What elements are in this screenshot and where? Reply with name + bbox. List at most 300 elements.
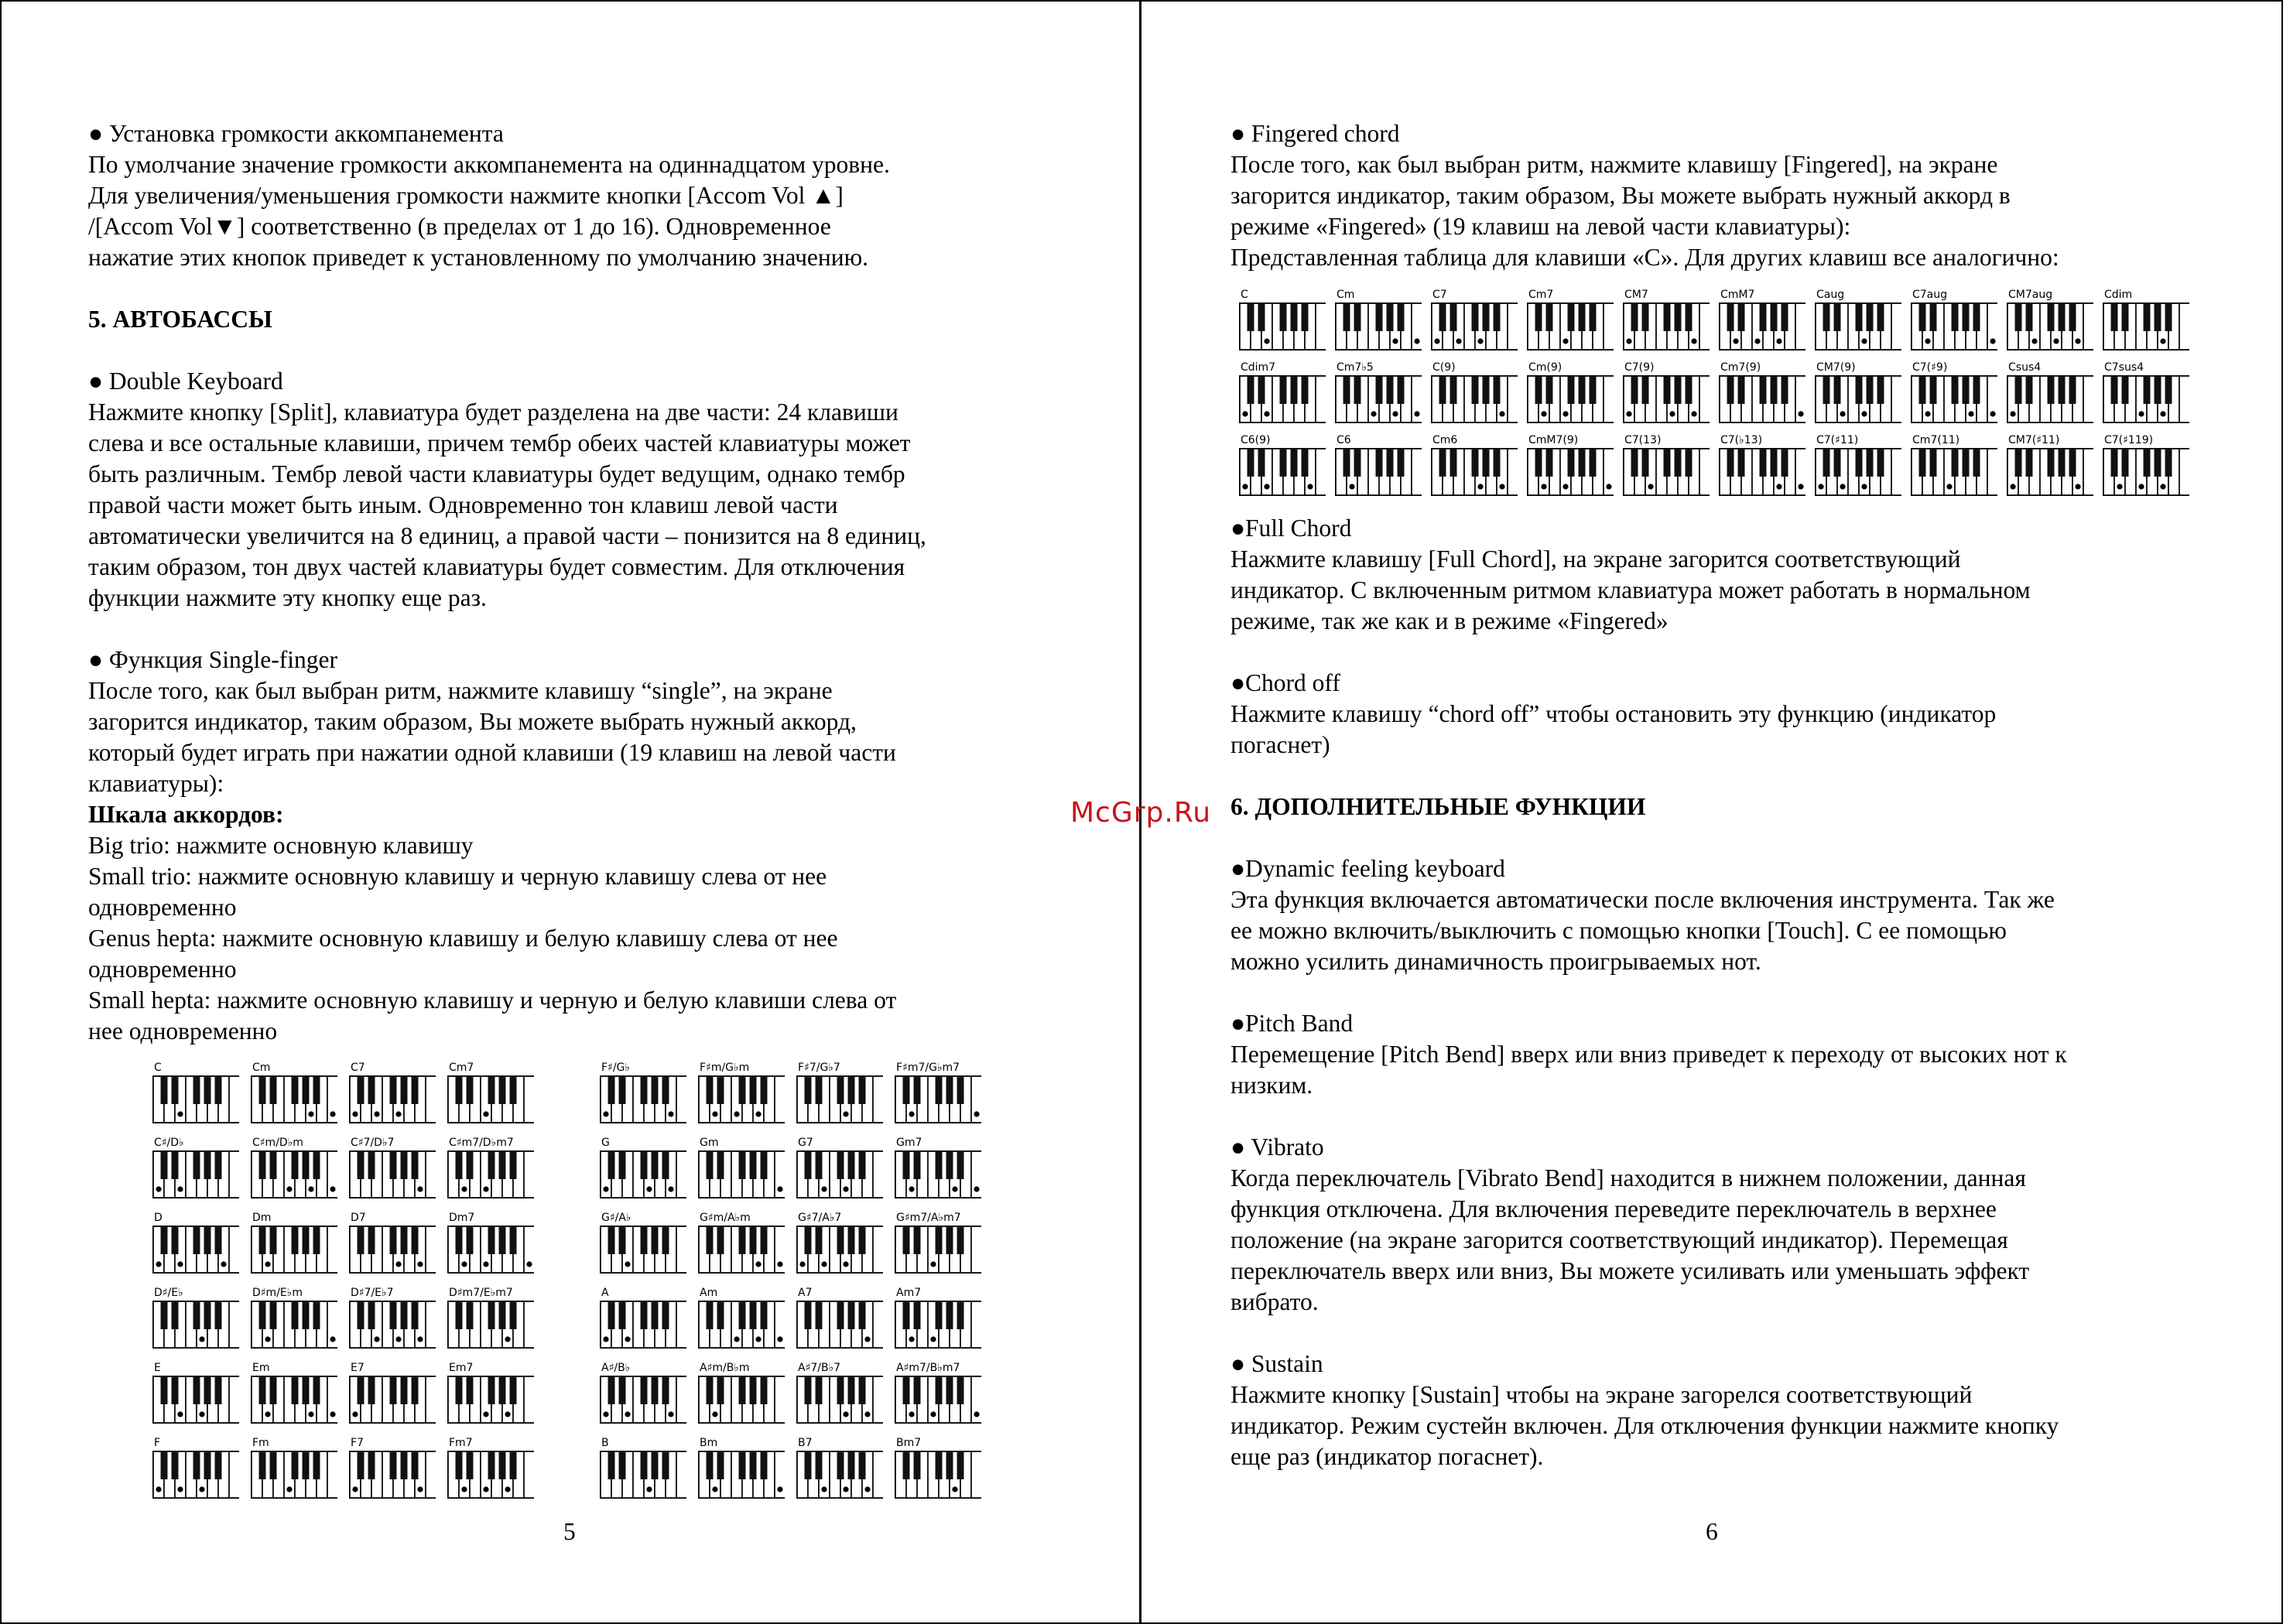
black-key [837,1376,844,1404]
pressed-key-dot [2138,484,2144,489]
chord-diagram [796,1137,886,1208]
piano-keys-diagram [1623,303,1710,350]
black-key [641,1226,648,1254]
watermark: McGrp.Ru [1070,797,1212,829]
page-number-left: 5 [563,1518,576,1545]
black-key [848,1151,855,1179]
black-key [313,1376,320,1404]
black-key [652,1151,659,1179]
paragraph-line: одновременно [88,894,237,921]
white-key [1508,303,1518,350]
black-key [499,1376,506,1404]
black-key [2026,449,2033,477]
piano-keys-diagram [251,1226,337,1274]
paragraph-line: По умолчание значение громкости аккомпанемента на одиннадцатом уровне. [88,151,890,178]
black-key [608,1376,615,1404]
black-key [914,1451,921,1479]
black-key [412,1226,419,1254]
chord-diagram [1815,361,1905,432]
chord-name: C [154,1062,162,1074]
black-key [313,1451,320,1479]
pressed-key-dot [625,1261,630,1267]
black-key [1343,376,1350,404]
paragraph-line: Genus hepta: нажмите основную клавишу и белую клавишу слева от нее [88,925,838,952]
blank-line [88,614,1071,644]
black-key [608,1226,615,1254]
blank-line [1230,761,2237,791]
black-key [914,1076,921,1104]
paragraph-line: /[Accom Vol▼] соответственно (в пределах от 1 до 16). Одновременное [88,213,831,240]
black-key [292,1376,299,1404]
black-key [292,1451,299,1479]
black-key [1590,303,1597,331]
piano-keys-diagram [796,1376,883,1424]
chord-diagram [1719,434,1809,505]
black-key [1248,376,1254,404]
piano-keys-diagram [152,1451,239,1499]
chord-name: C♯7/D♭7 [351,1137,395,1149]
white-key [426,1376,436,1423]
chord-diagram [796,1362,886,1433]
black-key [946,1376,953,1404]
pressed-key-dot [1925,338,1930,344]
chord-diagram [698,1362,788,1433]
white-key [873,1301,883,1348]
black-key [936,1451,943,1479]
chord-name: CM7 [1624,289,1648,301]
chord-name: C♯/D♭ [154,1137,184,1149]
white-key [676,1451,686,1498]
piano-keys-diagram [796,1226,883,1274]
chord-diagram [2103,289,2192,360]
paragraph-line: Эта функция включается автоматически после включения инструмента. Так же [1230,886,2055,913]
piano-keys-diagram [600,1376,686,1424]
chord-name: A♯/B♭ [601,1362,631,1374]
black-key [837,1151,844,1179]
pressed-key-dot [1477,484,1483,489]
black-key [1291,449,1298,477]
paragraph-line: который будет играть при нажатии одной клавиши (19 клавиш на левой части [88,739,896,766]
pressed-key-dot [1990,338,1995,344]
piano-keys-diagram [1239,303,1326,350]
chord-diagram [796,1437,886,1508]
black-key [641,1376,648,1404]
pressed-key-dot [843,1261,848,1267]
chord-name: D [154,1212,163,1224]
black-key [739,1076,746,1104]
pressed-key-dot [177,1186,183,1192]
pressed-key-dot [199,1336,204,1342]
chord-name: C7 [1432,289,1447,301]
pressed-key-dot [374,1111,379,1116]
black-key [1877,376,1884,404]
black-key [1642,376,1649,404]
black-key [193,1076,200,1104]
chord-name: G7 [798,1137,813,1149]
black-key [2059,376,2066,404]
pressed-key-dot [952,1486,957,1492]
black-key [641,1451,648,1479]
black-key [1952,449,1959,477]
pressed-key-dot [777,1261,782,1267]
chord-diagram [1239,434,1329,505]
black-key [161,1451,168,1479]
paragraph-line: одновременно [88,956,237,983]
black-key [1686,376,1693,404]
black-key [1472,376,1479,404]
pressed-key-dot [843,1411,848,1417]
black-key [1727,303,1734,331]
pressed-key-dot [505,1411,510,1417]
black-key [1546,376,1553,404]
black-key [936,1151,943,1179]
pressed-key-dot [1798,484,1803,489]
pressed-key-dot [1434,338,1439,344]
chord-name: C6 [1337,434,1351,446]
bullet-heading: ●Chord off [1230,669,1340,696]
pressed-key-dot [330,1186,335,1192]
pressed-key-dot [755,1111,761,1116]
chord-diagram [251,1362,341,1433]
black-key [161,1301,168,1329]
chord-name: Cm [1337,289,1355,301]
white-key [524,1451,534,1498]
piano-keys-diagram [152,1301,239,1349]
piano-keys-diagram [698,1451,785,1499]
pressed-key-dot [1691,338,1696,344]
pressed-key-dot [483,1411,488,1417]
pressed-key-dot [668,1186,673,1192]
pressed-key-dot [1798,411,1803,416]
pressed-key-dot [461,1261,467,1267]
piano-keys-diagram [251,1150,337,1198]
black-key [2111,303,2118,331]
pressed-key-dot [1264,484,1269,489]
chord-diagram [447,1362,537,1433]
black-key [2015,449,2022,477]
pressed-key-dot [330,1411,335,1417]
paragraph-line: Нажмите кнопку [Split], клавиатура будет разделена на две части: 24 клавиши [88,398,898,426]
piano-keys-diagram [698,1226,785,1274]
black-key [390,1151,397,1179]
white-key [1604,303,1614,350]
white-key [1604,376,1614,422]
piano-keys-diagram [796,1150,883,1198]
black-key [662,1151,669,1179]
chord-diagram [895,1362,984,1433]
chord-diagram [698,1437,788,1508]
chord-name: A♯7/B♭7 [798,1362,841,1374]
chord-diagram [895,1062,984,1133]
black-key [215,1451,222,1479]
chord-diagram [349,1212,439,1283]
white-key [873,1376,883,1423]
black-key [193,1151,200,1179]
white-key [971,1451,981,1498]
black-key [1387,449,1394,477]
black-key [412,1301,419,1329]
black-key [662,1301,669,1329]
pressed-key-dot [156,1186,161,1192]
black-key [270,1376,277,1404]
piano-keys-diagram [895,1150,981,1198]
pressed-key-dot [1606,484,1611,489]
chord-name: G♯m7/A♭m7 [896,1212,961,1224]
pressed-key-dot [505,1486,510,1492]
black-key [1354,449,1361,477]
section-heading: 6. ДОПОЛНИТЕЛЬНЫЕ ФУНКЦИИ [1230,793,1646,820]
black-key [1450,303,1457,331]
white-key [426,1076,436,1123]
black-key [1535,376,1542,404]
piano-keys-diagram [600,1301,686,1349]
black-key [816,1376,823,1404]
paragraph-line: Когда переключатель [Vibrato Bend] находится в нижнем положении, данная [1230,1164,2026,1192]
piano-keys-diagram [698,1376,785,1424]
white-key [327,1226,337,1273]
black-key [510,1451,517,1479]
black-key [270,1451,277,1479]
piano-keys-diagram [796,1301,883,1349]
black-key [499,1451,506,1479]
black-key [467,1076,474,1104]
chord-name: D♯/E♭ [154,1287,183,1299]
piano-keys-diagram [349,1226,436,1274]
pressed-key-dot [668,1111,673,1116]
pressed-key-dot [461,1186,467,1192]
pressed-key-dot [821,1261,827,1267]
black-key [2048,303,2055,331]
piano-keys-diagram [1623,448,1710,496]
chord-name: Cm7(11) [1912,434,1960,446]
paragraph-line: загорится индикатор, таким образом, Вы можете выбрать нужный аккорд в [1230,182,2011,209]
pressed-key-dot [177,1111,183,1116]
black-key [837,1076,844,1104]
chord-diagram [152,1062,242,1133]
pressed-key-dot [2117,484,2122,489]
piano-keys-diagram [2007,303,2093,350]
black-key [1439,376,1446,404]
piano-keys-diagram [349,1150,436,1198]
black-key [717,1151,724,1179]
black-key [2144,449,2151,477]
piano-keys-diagram [447,1150,534,1198]
pressed-key-dot [909,1411,914,1417]
black-key [467,1151,474,1179]
black-key [259,1076,266,1104]
white-key [873,1076,883,1123]
black-key [1771,376,1778,404]
black-key [1450,449,1457,477]
black-key [946,1151,953,1179]
pressed-key-dot [1861,411,1867,416]
pressed-key-dot [1776,338,1782,344]
chord-diagram [895,1137,984,1208]
pressed-key-dot [1626,411,1631,416]
chord-name: CmM7(9) [1528,434,1579,446]
black-key [2122,303,2129,331]
chord-diagram [600,1137,690,1208]
black-key [750,1151,757,1179]
black-key [1973,376,1980,404]
black-key [390,1451,397,1479]
pressed-key-dot [177,1261,183,1267]
black-key [456,1151,463,1179]
black-key [707,1076,714,1104]
piano-keys-diagram [1911,448,1997,496]
paragraph-line: Нажмите клавишу [Full Chord], на экране загорится соответствующий [1230,545,1961,573]
black-key [957,1076,964,1104]
pressed-key-dot [417,1486,423,1492]
black-key [358,1376,365,1404]
chord-diagram [2103,434,2192,505]
black-key [488,1226,495,1254]
chord-name: Fm7 [449,1437,473,1449]
piano-keys-diagram [447,1301,534,1349]
black-key [292,1151,299,1179]
paragraph-line: Шкала аккордов: [88,801,284,828]
black-key [1867,303,1874,331]
chord-diagram [152,1362,242,1433]
black-key [1782,376,1788,404]
black-key [1664,303,1671,331]
chord-diagram [895,1212,984,1283]
chord-diagram [600,1437,690,1508]
chord-diagram [1431,289,1521,360]
pressed-key-dot [1861,484,1867,489]
black-key [204,1226,211,1254]
black-key [488,1301,495,1329]
black-key [1834,376,1841,404]
chord-diagram [1911,434,2001,505]
black-key [1535,303,1542,331]
black-key [193,1376,200,1404]
bullet-heading: ● Функция Single-finger [88,646,337,673]
chord-diagram [1911,289,2001,360]
black-key [2144,303,2151,331]
black-key [739,1301,746,1329]
black-key [1919,376,1926,404]
black-key [1727,449,1734,477]
black-key [1258,303,1265,331]
black-key [270,1301,277,1329]
piano-keys-diagram [895,1301,981,1349]
chord-name: Cm [252,1062,271,1074]
pressed-key-dot [909,1111,914,1116]
piano-keys-diagram [251,1075,337,1123]
pressed-key-dot [864,1486,870,1492]
paragraph-line: переключатель вверх или вниз, Вы можете усиливать или уменьшать эффект [1230,1257,2030,1284]
page-number-right: 6 [1706,1518,1718,1545]
pressed-key-dot [1563,411,1568,416]
black-key [837,1301,844,1329]
piano-keys-diagram [895,1376,981,1424]
black-key [2069,449,2076,477]
pressed-key-dot [646,1486,652,1492]
chord-diagram [600,1212,690,1283]
paragraph-line: погаснет) [1230,731,1330,758]
black-key [957,1376,964,1404]
pressed-key-dot [2031,338,2037,344]
black-key [172,1226,179,1254]
paragraph-line: режиме, так же как и в режиме «Fingered» [1230,607,1669,634]
white-key [1508,376,1518,422]
chord-diagram [698,1212,788,1283]
pressed-key-dot [395,1111,401,1116]
paragraph-line: таким образом, тон двух частей клавиатуры будет совместим. Для отключения [88,553,905,580]
black-key [1760,303,1767,331]
piano-keys-diagram [2007,375,2093,423]
black-key [2048,376,2055,404]
pressed-key-dot [864,1336,870,1342]
black-key [2165,376,2172,404]
pressed-key-dot [352,1411,358,1417]
chord-name: F7 [351,1437,364,1449]
pressed-key-dot [1776,484,1782,489]
piano-keys-diagram [2103,303,2189,350]
black-key [2122,449,2129,477]
black-key [1675,303,1682,331]
chord-name: C7(9) [1624,361,1655,374]
black-key [1867,449,1874,477]
black-key [1760,449,1767,477]
black-key [401,1376,408,1404]
black-key [215,1076,222,1104]
white-key [229,1451,239,1498]
chord-diagram [2007,434,2096,505]
pressed-key-dot [1499,484,1504,489]
paragraph-line: нее одновременно [88,1017,278,1044]
black-key [313,1076,320,1104]
black-key [1963,449,1970,477]
black-key [1823,303,1830,331]
bullet-heading: ● Double Keyboard [88,368,283,395]
black-key [1930,303,1937,331]
white-key [2083,303,2093,350]
pressed-key-dot [625,1411,630,1417]
piano-keys-diagram [895,1226,981,1274]
black-key [652,1301,659,1329]
piano-keys-diagram [1431,448,1518,496]
black-key [761,1376,768,1404]
chord-name: F♯/G♭ [601,1062,630,1074]
chord-name: A♯m7/B♭m7 [896,1362,960,1374]
chord-name: C7 [351,1062,365,1074]
chord-name: C7(13) [1624,434,1662,446]
black-key [204,1451,211,1479]
black-key [510,1376,517,1404]
black-key [1760,376,1767,404]
bullet-heading: ●Dynamic feeling keyboard [1230,855,1505,882]
black-key [1631,303,1638,331]
piano-keys-diagram [1911,375,1997,423]
black-key [401,1226,408,1254]
piano-keys-diagram [698,1301,785,1349]
pressed-key-dot [2138,411,2144,416]
black-key [456,1376,463,1404]
white-key [1508,449,1518,495]
paragraph-line: Для увеличения/уменьшения громкости нажмите кнопки [Accom Vol ▲] [88,182,844,209]
black-key [946,1451,953,1479]
pressed-key-dot [1840,484,1845,489]
black-key [1834,303,1841,331]
black-key [1258,376,1265,404]
pressed-key-dot [265,1261,270,1267]
white-key [775,1376,785,1423]
pressed-key-dot [330,1111,335,1116]
paragraph-line: вибрато. [1230,1288,1319,1315]
pressed-key-dot [265,1411,270,1417]
